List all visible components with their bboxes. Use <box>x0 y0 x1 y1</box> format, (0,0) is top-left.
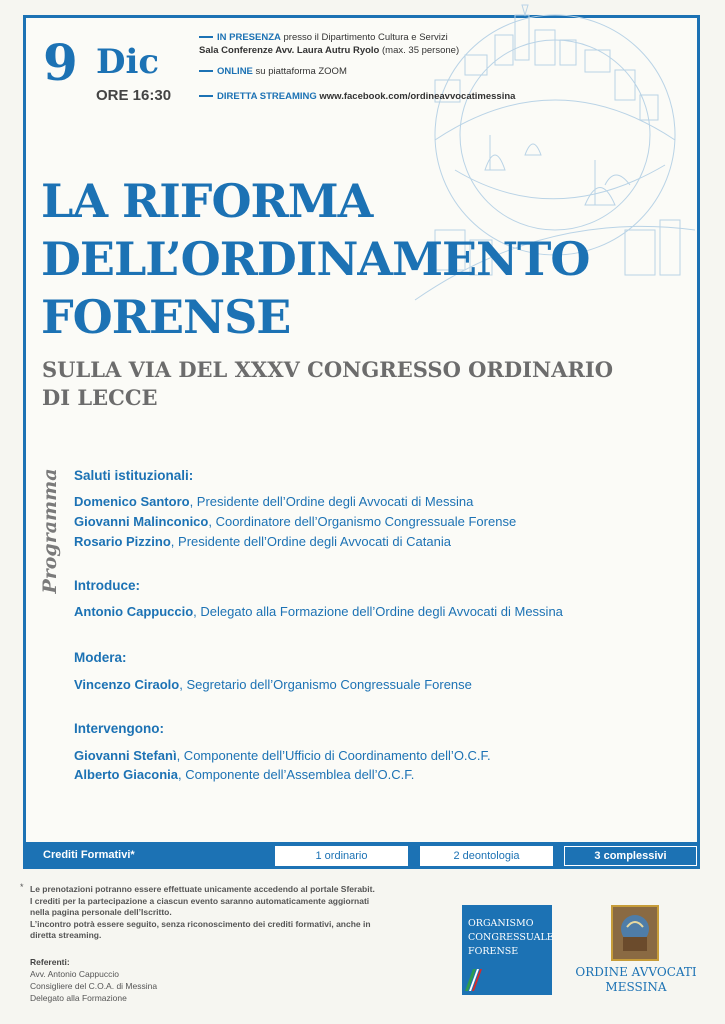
speaker-line <box>74 604 563 619</box>
subtitle-line: SULLA VIA DEL XXXV CONGRESSO ORDINARIO <box>42 357 614 382</box>
info-label: ONLINE <box>217 66 253 77</box>
credits-label: Crediti Formativi* <box>43 849 135 861</box>
speaker-role: , Presidente dell’Ordine degli Avvocati di Messina <box>189 494 474 509</box>
section-heading-intervengono: Intervengono: <box>74 721 164 736</box>
event-month: Dic <box>96 42 160 82</box>
referenti <box>30 956 157 1004</box>
italian-flag-icon <box>463 967 483 993</box>
speaker-role: , Segretario dell’Organismo Congressuale Forense <box>179 677 472 692</box>
ocf-logo-text <box>468 917 554 959</box>
speaker-name: Vincenzo Ciraolo <box>74 677 180 692</box>
section-heading-saluti: Saluti istituzionali: <box>74 468 194 483</box>
speaker-line <box>74 534 451 549</box>
referenti-heading: Referenti: <box>30 957 70 967</box>
speaker-name: Giovanni Stefanì <box>74 748 177 763</box>
speaker-line <box>74 748 491 763</box>
footnote-line: nella pagina personale dell’Iscritto. <box>30 907 172 917</box>
info-label: DIRETTA STREAMING <box>217 91 317 102</box>
speaker-role: , Presidente dell’Ordine degli Avvocati di Catania <box>170 534 451 549</box>
footnote-line: I crediti per la partecipazione a ciascun evento saranno automaticamente aggiornati <box>30 895 370 906</box>
speaker-name: Domenico Santoro <box>74 494 190 509</box>
speaker-line <box>74 514 516 529</box>
footnote-star: * <box>20 882 24 892</box>
ocf-logo-line: CONGRESSUALE <box>468 932 554 943</box>
title-line: LA RIFORMA <box>41 174 373 228</box>
credits-deontologia: 2 deontologia <box>420 846 553 866</box>
info-label: IN PRESENZA <box>217 32 281 43</box>
speaker-role: , Delegato alla Formazione dell’Ordine degli Avvocati di Messina <box>193 604 563 619</box>
referenti-line: Avv. Antonio Cappuccio <box>30 969 119 979</box>
footnotes <box>20 884 415 942</box>
info-sala-name: Sala Conferenze Avv. Laura Autru Ryolo <box>199 45 380 56</box>
speaker-role: , Componente dell’Ufficio di Coordinamento dell’O.C.F. <box>176 748 491 763</box>
dash-marker <box>199 95 213 97</box>
speaker-line <box>74 767 414 782</box>
dash-marker <box>199 36 213 38</box>
coa-logo-text <box>566 965 706 995</box>
programma-label: Programma <box>39 468 61 594</box>
footnote-line: diretta streaming. <box>30 930 102 940</box>
speaker-line <box>74 677 472 692</box>
coa-logo-line: ORDINE AVVOCATI <box>575 965 697 979</box>
info-presenza <box>199 31 448 44</box>
speaker-name: Rosario Pizzino <box>74 534 171 549</box>
ocf-logo-line: FORENSE <box>468 946 519 957</box>
ocf-logo-line: ORGANISMO <box>468 918 534 929</box>
credits-ordinario: 1 ordinario <box>275 846 408 866</box>
info-sala <box>199 44 459 57</box>
streaming-url[interactable]: www.facebook.com/ordineavvocatimessina <box>319 91 516 102</box>
speaker-role: , Componente dell’Assemblea dell’O.C.F. <box>178 767 415 782</box>
title-line: DELL’ORDINAMENTO <box>41 232 590 286</box>
info-sala-note: (max. 35 persone) <box>382 45 460 56</box>
section-heading-introduce: Introduce: <box>74 578 140 593</box>
coa-logo-line: MESSINA <box>605 980 667 994</box>
speaker-name: Alberto Giaconia <box>74 767 179 782</box>
event-time: ORE 16:30 <box>96 87 172 104</box>
speaker-role: , Coordinatore dell’Organismo Congressuale Forense <box>208 514 517 529</box>
speaker-name: Giovanni Malinconico <box>74 514 209 529</box>
dash-marker <box>199 70 213 72</box>
referenti-line: Delegato alla Formazione <box>30 993 127 1003</box>
footnote-line: Le prenotazioni potranno essere effettuate unicamente accedendo al portale Sferabit. <box>30 884 375 894</box>
event-title <box>41 172 589 346</box>
info-streaming <box>199 90 515 103</box>
event-day: 9 <box>43 33 78 92</box>
title-line: FORENSE <box>41 290 291 344</box>
speaker-line <box>74 494 473 509</box>
info-online <box>199 65 347 78</box>
subtitle-line: DI LECCE <box>42 385 158 410</box>
coa-crest-icon <box>611 905 659 961</box>
section-heading-modera: Modera: <box>74 650 127 665</box>
event-subtitle <box>42 356 613 412</box>
speaker-name: Antonio Cappuccio <box>74 604 194 619</box>
credits-complessivi: 3 complessivi <box>564 846 697 866</box>
referenti-line: Consigliere del C.O.A. di Messina <box>30 981 158 991</box>
footnote-line: L’incontro potrà essere seguito, senza riconoscimento dei crediti formativi, anche in <box>30 918 371 929</box>
info-text: presso il Dipartimento Cultura e Servizi <box>283 32 448 43</box>
info-text: su piattaforma ZOOM <box>255 66 347 77</box>
